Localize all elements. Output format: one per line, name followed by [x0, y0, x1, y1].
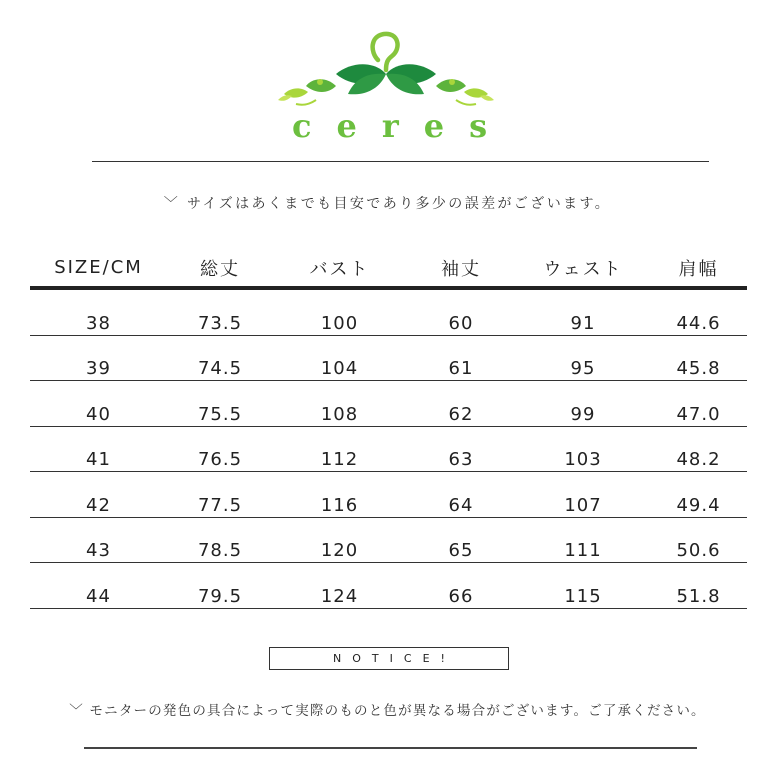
- table-row: [30, 381, 747, 427]
- notice-box: NOTICE!: [269, 647, 509, 670]
- cell-shoulder: 47.0: [676, 403, 721, 425]
- cell-length: 78.5: [197, 540, 243, 561]
- cell-sleeve: 66: [448, 585, 474, 607]
- table-row: [30, 472, 747, 518]
- cell-shoulder: 50.6: [676, 540, 721, 561]
- cell-length: 74.5: [197, 358, 243, 379]
- cell-size: 40: [86, 403, 111, 425]
- brand-name: ceres: [292, 107, 513, 145]
- cell-shoulder: 45.8: [676, 358, 721, 379]
- cell-size: 43: [86, 540, 111, 561]
- cell-size: 42: [86, 494, 111, 516]
- cell-length: 75.5: [197, 403, 243, 425]
- cell-size: 44: [86, 585, 111, 607]
- size-disclaimer: ﹀ サイズはあくまでも目安であり多少の誤差がございます。: [163, 196, 612, 212]
- table-row: [30, 518, 747, 564]
- cell-shoulder: 49.4: [676, 494, 721, 516]
- header-sleeve: 袖丈: [441, 258, 481, 280]
- cell-sleeve: 64: [448, 494, 474, 516]
- cell-shoulder: 48.2: [676, 449, 721, 470]
- cell-waist: 103: [564, 449, 602, 470]
- cell-bust: 120: [320, 540, 359, 561]
- table-row: [30, 290, 747, 336]
- cell-waist: 91: [570, 312, 596, 334]
- bottom-divider: [84, 747, 697, 749]
- cell-waist: 99: [570, 403, 596, 425]
- header-waist: ウェスト: [543, 258, 623, 280]
- cell-size: 38: [86, 312, 111, 334]
- cell-length: 76.5: [197, 449, 243, 470]
- cell-sleeve: 60: [448, 312, 474, 334]
- cell-length: 73.5: [197, 312, 243, 334]
- cell-bust: 116: [320, 494, 359, 516]
- size-table: [30, 249, 747, 609]
- table-row: [30, 427, 747, 473]
- cell-bust: 104: [320, 358, 359, 379]
- table-header-row: [30, 249, 747, 286]
- cell-shoulder: 44.6: [676, 312, 721, 334]
- cell-bust: 100: [320, 312, 359, 334]
- header-bust: バスト: [309, 258, 370, 280]
- cell-bust: 124: [320, 585, 359, 607]
- cell-sleeve: 62: [448, 403, 474, 425]
- header-size: SIZE/CM: [54, 257, 143, 278]
- cell-size: 39: [86, 358, 111, 379]
- header-length: 総丈: [200, 258, 240, 280]
- cell-bust: 108: [320, 403, 359, 425]
- cell-waist: 107: [564, 494, 602, 516]
- table-row: [30, 563, 747, 609]
- cell-sleeve: 63: [448, 449, 474, 470]
- hanger-leaves-icon: [270, 30, 510, 110]
- cell-length: 79.5: [197, 585, 243, 607]
- cell-sleeve: 65: [448, 540, 474, 561]
- cell-waist: 111: [564, 540, 602, 561]
- table-row: [30, 336, 747, 382]
- color-disclaimer: ﹀ モニターの発色の具合によって実際のものと色が異なる場合がございます。ご了承ください。: [69, 703, 706, 719]
- cell-shoulder: 51.8: [676, 585, 721, 607]
- header-shoulder: 肩幅: [678, 258, 719, 280]
- cell-waist: 95: [570, 358, 596, 379]
- top-divider: [92, 161, 709, 162]
- cell-waist: 115: [564, 585, 602, 607]
- cell-bust: 112: [320, 449, 359, 470]
- brand-logo: [270, 30, 513, 145]
- cell-size: 41: [86, 449, 111, 470]
- cell-sleeve: 61: [448, 358, 474, 379]
- cell-length: 77.5: [197, 494, 243, 516]
